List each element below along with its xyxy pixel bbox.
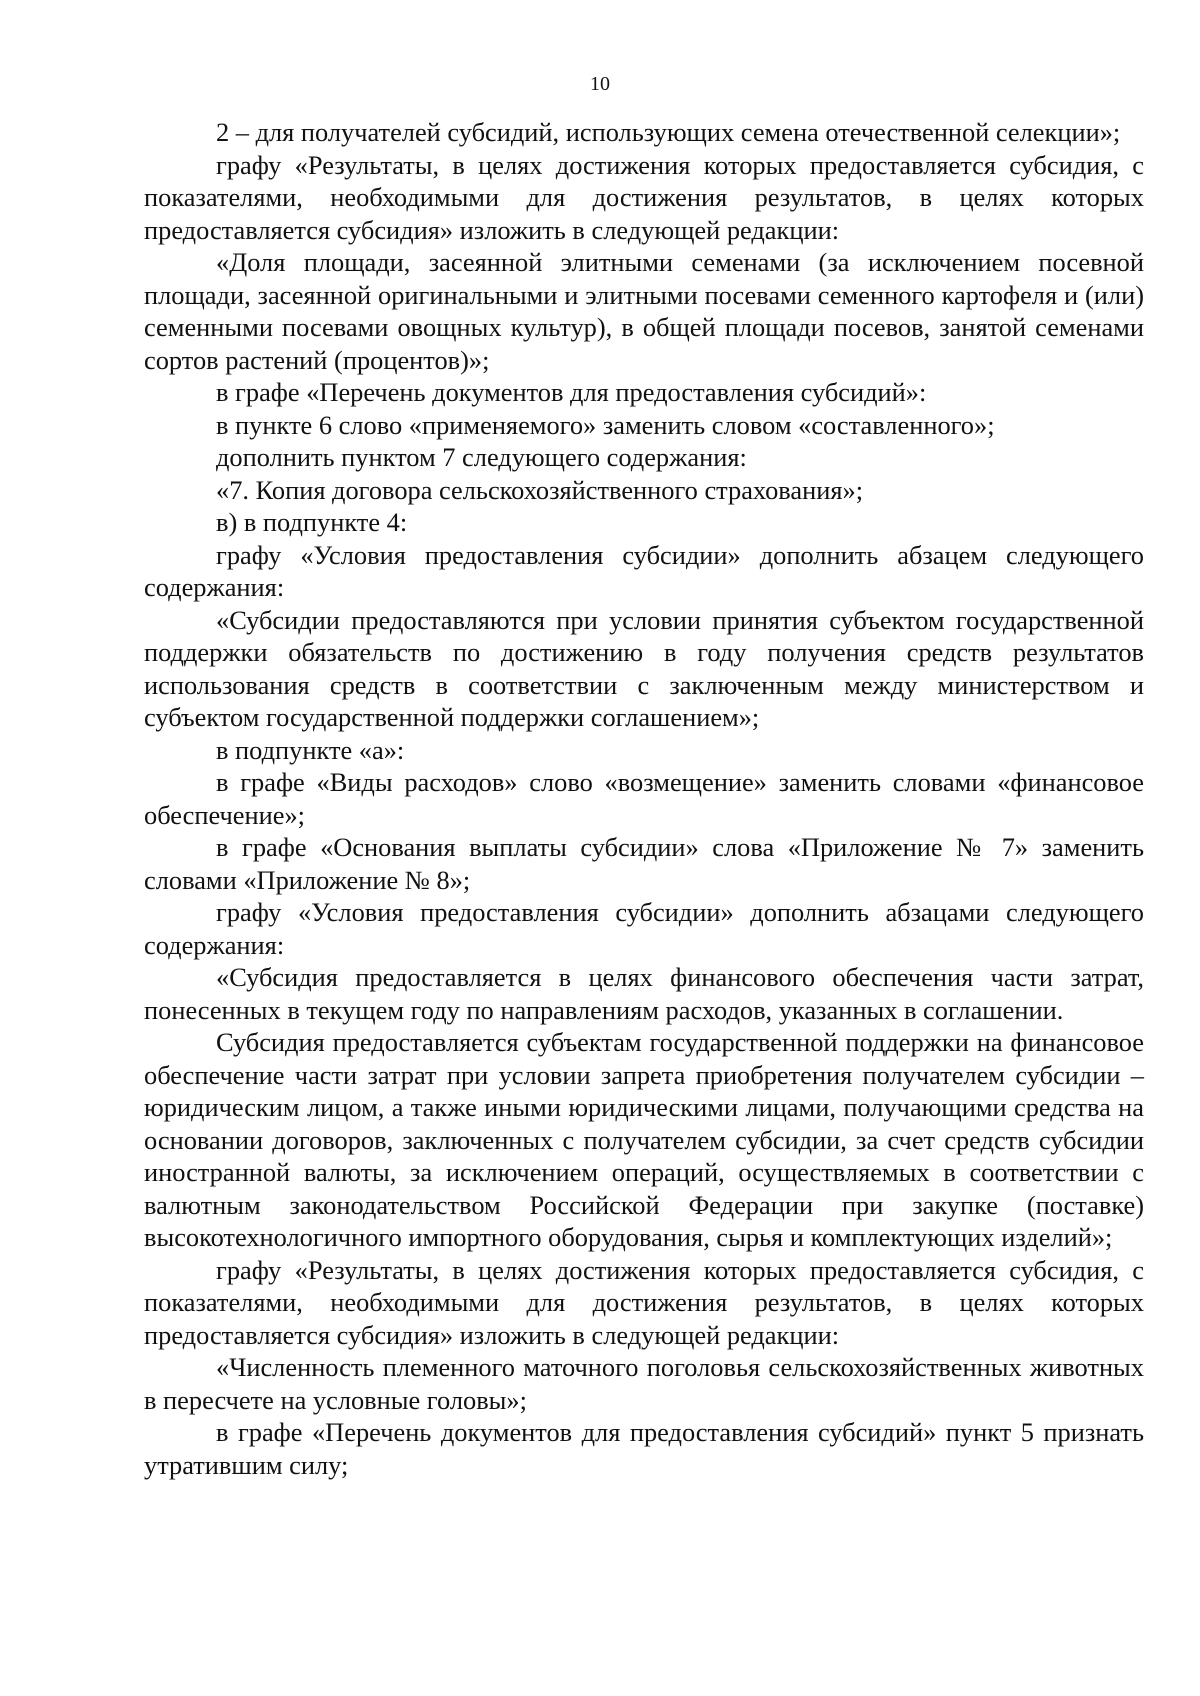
paragraph: графу «Результаты, в целях достижения которых предоставляется субсидия, с показателями, необходимыми для достижения результатов, в целях которых предоставляется субсидия» изложить в следующей редакции: — [144, 1254, 1144, 1350]
paragraph: в графе «Основания выплаты субсидии» слова «Приложение № 7» заменить словами «Приложение № 8»; — [144, 832, 1144, 895]
paragraph: в графе «Перечень документов для предоставления субсидий» пункт 5 признать утратившим силу; — [144, 1417, 1144, 1480]
paragraph: «Доля площади, засеянной элитными семенами (за исключением посевной площади, засеянной оригинальными и элитными посевами семенного картофеля и (или) семенными посевами овощных культур), в общей площади посевов, занятой семенами сортов растений (процентов)»; — [144, 247, 1144, 375]
paragraph: графу «Условия предоставления субсидии» дополнить абзацами следующего содержания: — [144, 897, 1144, 960]
page-number: 10 — [590, 73, 610, 95]
paragraph: в графе «Виды расходов» слово «возмещение» заменить словами «финансовое обеспечение»; — [144, 767, 1144, 830]
paragraph: в пункте 6 слово «применяемого» заменить словом «составленного»; — [216, 409, 995, 440]
paragraph: «Субсидия предоставляется в целях финансового обеспечения части затрат, понесенных в текущем году по направлениям расходов, указанных в соглашении. — [144, 962, 1144, 1025]
paragraph: Субсидия предоставляется субъектам государственной поддержки на финансовое обеспечение части затрат при условии запрета приобретения получателем субсидии – юридическим лицом, а также иными юридическими лицами, получающими средства на основании договоров, заключенных с получателем субсидии, за счет средств субсидии иностранной валюты, за исключением операций, осуществляемых в соответствии с валютным законодательством Российской Федерации при закупке (поставке) высокотехнологичного импортного оборудования, сырья и комплектующих изделий»; — [144, 1027, 1144, 1252]
paragraph: графу «Условия предоставления субсидии» дополнить абзацем следующего содержания: — [144, 539, 1144, 602]
paragraph: 2 – для получателей субсидий, использующих семена отечественной селекции»; — [216, 117, 1121, 147]
document-body — [144, 116, 1144, 1481]
paragraph: в) в подпункте 4: — [216, 507, 408, 537]
paragraph: «7. Копия договора сельскохозяйственного страхования»; — [216, 474, 864, 505]
paragraph: в подпункте «а»: — [216, 734, 405, 765]
paragraph: графу «Результаты, в целях достижения которых предоставляется субсидия, с показателями, необходимыми для достижения результатов, в целях которых предоставляется субсидия» изложить в следующей редакции: — [144, 149, 1144, 245]
paragraph: «Субсидии предоставляются при условии принятия субъектом государственной поддержки обязательств по достижению в году получения средств результатов использования средств в соответствии с заключенным между министерством и субъектом государственной поддержки соглашением»; — [144, 604, 1144, 732]
paragraph: в графе «Перечень документов для предоставления субсидий»: — [216, 377, 927, 407]
paragraph: «Численность племенного маточного поголовья сельскохозяйственных животных в пересчете на условные головы»; — [144, 1352, 1144, 1415]
paragraph: дополнить пунктом 7 следующего содержания: — [216, 442, 747, 472]
